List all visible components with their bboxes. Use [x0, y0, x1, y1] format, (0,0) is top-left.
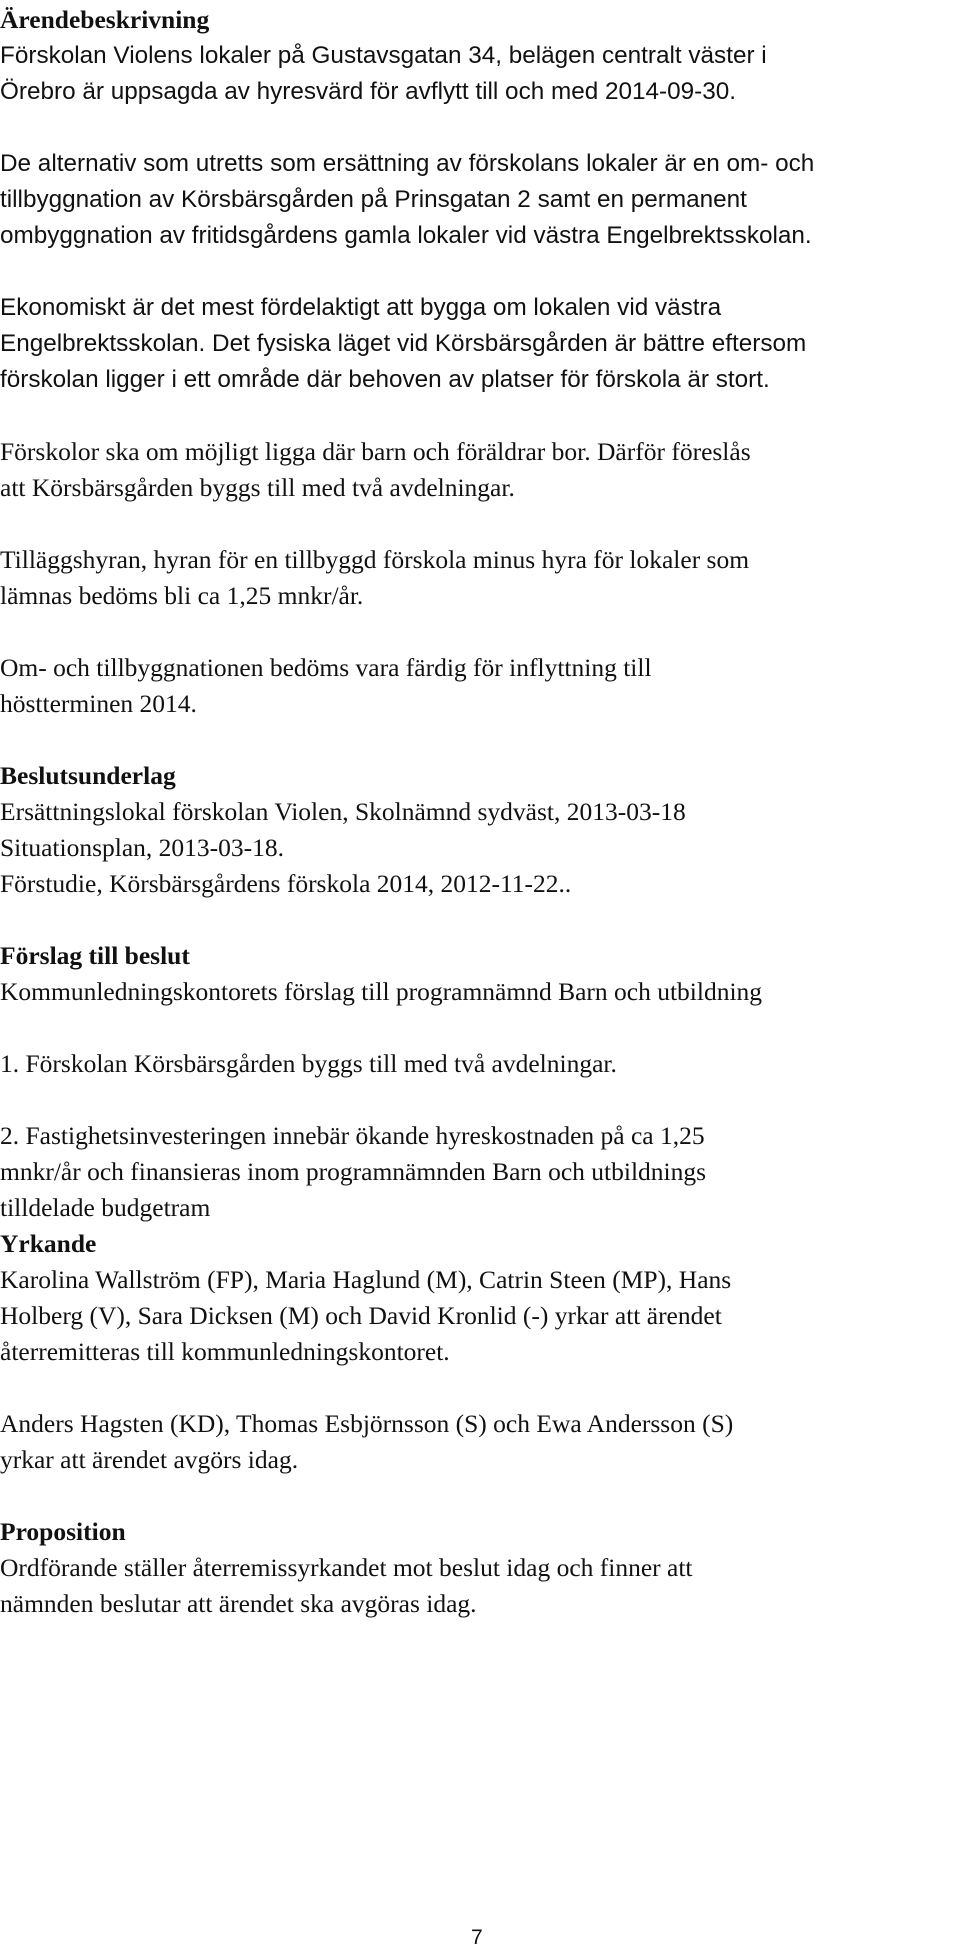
paragraph-arende-1	[0, 38, 767, 110]
text-line: mnkr/år och finansieras inom programnämnden Barn och utbildnings	[0, 1157, 707, 1186]
text-line: Ordförande ställer återremissyrkandet mot beslut idag och finner att	[0, 1553, 693, 1582]
heading-arendebeskrivning: Ärendebeskrivning	[0, 5, 210, 34]
paragraph-arende-3	[0, 290, 806, 398]
paragraph-yrkande-1	[0, 1262, 731, 1370]
paragraph-arende-5	[0, 542, 749, 614]
text-line: tilldelade budgetram	[0, 1193, 211, 1222]
heading-yrkande: Yrkande	[0, 1229, 97, 1258]
text-line: ombyggnation av fritidsgårdens gamla lokaler vid västra Engelbrektsskolan.	[0, 222, 812, 249]
paragraph-yrkande-2	[0, 1406, 733, 1478]
heading-beslutsunderlag: Beslutsunderlag	[0, 761, 176, 790]
text-line: Örebro är uppsagda av hyresvärd för avflytt till och med 2014-09-30.	[0, 78, 737, 105]
text-line: Karolina Wallström (FP), Maria Haglund (M), Catrin Steen (MP), Hans	[0, 1265, 732, 1294]
text-line: 2. Fastighetsinvesteringen innebär ökande hyreskostnaden på ca 1,25	[0, 1121, 705, 1150]
text-line: Engelbrektsskolan. Det fysiska läget vid Körsbärsgården är bättre eftersom	[0, 330, 807, 357]
paragraph-arende-2	[0, 146, 814, 254]
text-line: 1. Förskolan Körsbärsgården byggs till med två avdelningar.	[0, 1049, 617, 1078]
paragraph-proposition	[0, 1550, 693, 1622]
text-line: Om- och tillbyggnationen bedöms vara färdig för inflyttning till	[0, 653, 652, 682]
paragraph-arende-6	[0, 650, 652, 722]
text-line: Förskolor ska om möjligt ligga där barn och föräldrar bor. Därför föreslås	[0, 437, 751, 466]
text-line: förskolan ligger i ett område där behoven av platser för förskola är stort.	[0, 366, 770, 393]
list-item: Förstudie, Körsbärsgårdens förskola 2014, 2012-11-22..	[0, 869, 572, 898]
text-line: yrkar att ärendet avgörs idag.	[0, 1445, 299, 1474]
forslag-intro	[0, 974, 762, 1010]
text-line: Kommunledningskontorets förslag till programnämnd Barn och utbildning	[0, 977, 763, 1006]
text-line: tillbyggnation av Körsbärsgården på Prinsgatan 2 samt en permanent	[0, 186, 747, 213]
heading-proposition: Proposition	[0, 1517, 126, 1546]
text-line: lämnas bedöms bli ca 1,25 mnkr/år.	[0, 581, 364, 610]
list-item: Situationsplan, 2013-03-18.	[0, 833, 285, 862]
text-line: De alternativ som utretts som ersättning av förskolans lokaler är en om- och	[0, 150, 815, 177]
text-line: återremitteras till kommunledningskontoret.	[0, 1337, 450, 1366]
paragraph-arende-4	[0, 434, 751, 506]
forslag-point-2	[0, 1118, 706, 1226]
text-line: Tilläggshyran, hyran för en tillbyggd förskola minus hyra för lokaler som	[0, 545, 750, 574]
text-line: Ekonomiskt är det mest fördelaktigt att bygga om lokalen vid västra	[0, 294, 722, 321]
heading-forslag-till-beslut: Förslag till beslut	[0, 941, 190, 970]
page-number: 7	[471, 1926, 483, 1949]
text-line: nämnden beslutar att ärendet ska avgöras idag.	[0, 1589, 477, 1618]
text-line: att Körsbärsgården byggs till med två avdelningar.	[0, 473, 515, 502]
text-line: Anders Hagsten (KD), Thomas Esbjörnsson (S) och Ewa Andersson (S)	[0, 1409, 734, 1438]
text-line: höstterminen 2014.	[0, 689, 197, 718]
text-line: Förskolan Violens lokaler på Gustavsgatan 34, belägen centralt väster i	[0, 42, 767, 69]
forslag-point-1	[0, 1046, 617, 1082]
beslutsunderlag-list	[0, 794, 686, 902]
list-item: Ersättningslokal förskolan Violen, Skolnämnd sydväst, 2013-03-18	[0, 797, 686, 826]
text-line: Holberg (V), Sara Dicksen (M) och David Kronlid (-) yrkar att ärendet	[0, 1301, 722, 1330]
